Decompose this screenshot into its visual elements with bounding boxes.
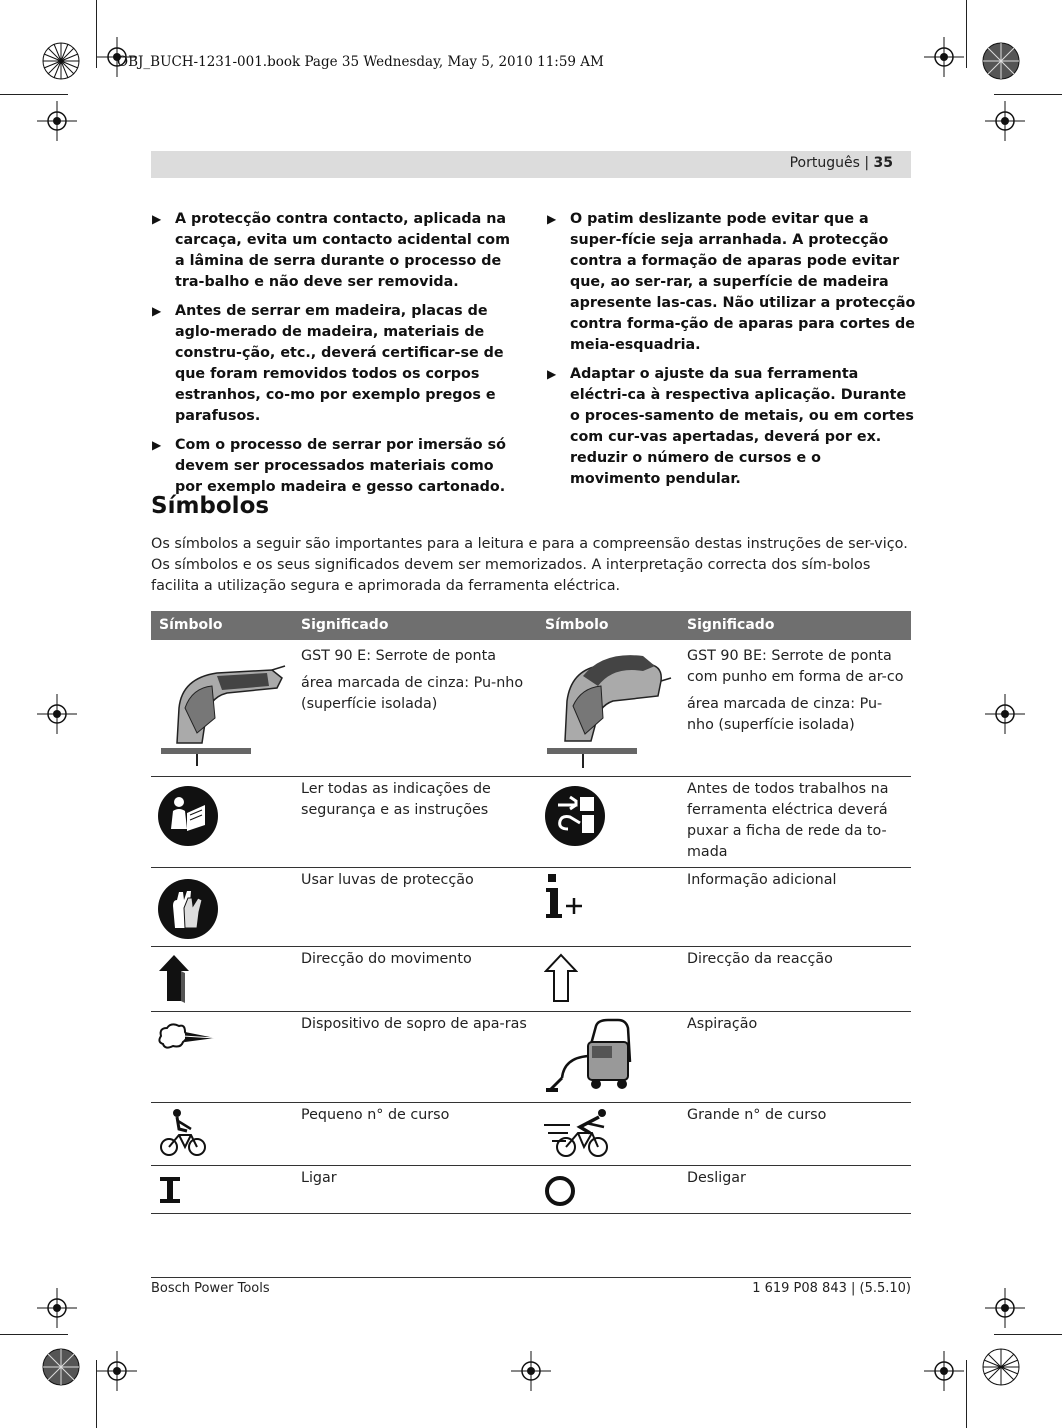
table-row <box>151 640 911 777</box>
meaning-text: Direcção da reacção <box>687 951 833 967</box>
registration-mark-icon <box>37 1288 77 1328</box>
bullet-item: ▶ Antes de serrar em madeira, placas de aglo-merado de madeira, materiais de constru-ção, etc., deverá certificar-se de que foram removidos todos os corpos estranhos, co-mo por exemplo pregos e parafusos. <box>152 303 504 424</box>
header-symbol-1: Símbolo <box>159 617 223 633</box>
meaning-text: Dispositivo de sopro de apa-ras <box>301 1016 527 1032</box>
header-text <box>790 155 893 171</box>
header-separator: | <box>864 155 870 171</box>
jigsaw-gst90be-icon <box>543 646 673 770</box>
table-row <box>151 1103 911 1166</box>
header-symbol-2: Símbolo <box>545 617 609 633</box>
section-title: Símbolos <box>151 493 270 519</box>
read-manual-icon <box>157 785 219 847</box>
table-row <box>151 1166 911 1214</box>
bullet-item: ▶ A protecção contra contacto, aplicada na carcaça, evita um contacto acidental com a lâmina de serra durante o processo de tra-balho e não deve ser removida. <box>152 211 511 290</box>
bullet-triangle-icon: ▶ <box>547 212 557 226</box>
vacuum-icon <box>544 1018 634 1094</box>
color-bar-starburst-icon <box>981 41 1021 81</box>
meaning-text: Informação adicional <box>687 872 837 888</box>
bullet-item: ▶ O patim deslizante pode evitar que a super-fície seja arranhada. A protecção contra a formação de aparas pode evitar que, ao ser-rar, a superfície de madeira apresente las-cas. Não utilizar a protecção contra forma-ção de aparas para cortes de meia-esquadria. <box>547 211 916 353</box>
header-meaning-2: Significado <box>687 617 775 633</box>
bullet-triangle-icon: ▶ <box>152 212 162 226</box>
jigsaw-gst90e-icon <box>157 648 287 768</box>
meaning-text: Direcção do movimento <box>301 951 472 967</box>
table-row <box>151 947 911 1012</box>
bullet-list-left <box>151 209 521 506</box>
registration-mark-icon <box>924 37 964 77</box>
slow-cyclist-icon <box>157 1107 209 1159</box>
meaning-text: Desligar <box>687 1170 746 1186</box>
table-row <box>151 1012 911 1103</box>
bullet-list-right <box>546 209 916 498</box>
bullet-triangle-icon: ▶ <box>152 438 162 452</box>
unplug-icon <box>544 785 606 847</box>
meaning-text: Ligar <box>301 1170 337 1186</box>
symbols-table <box>151 611 911 1214</box>
registration-mark-icon <box>37 694 77 734</box>
power-on-icon <box>159 1176 181 1204</box>
meaning-text: Aspiração <box>687 1016 758 1032</box>
meaning-text: GST 90 BE: Serrote de ponta com punho em forma de ar-co área marcada de cinza: Pu-nho (superfície isolada) <box>687 648 904 733</box>
registration-mark-icon <box>37 101 77 141</box>
section-intro: Os símbolos a seguir são importantes para a leitura e para a compreensão destas instruções de ser-viço. Os símbolos e os seus significados devem ser memorizados. A interpretação correcta dos sím-bolos facilita a utilização segura e aprimorada da ferramenta eléctrica. <box>151 536 908 594</box>
info-plus-icon <box>544 872 588 922</box>
header-language: Português <box>789 155 860 171</box>
registration-mark-icon <box>924 1351 964 1391</box>
header-meaning-1: Significado <box>301 617 389 633</box>
meaning-text: Ler todas as indicações de segurança e as instruções <box>301 781 491 818</box>
footer-divider <box>151 1277 911 1278</box>
color-bar-starburst-icon <box>41 1347 81 1387</box>
blower-icon <box>157 1020 217 1056</box>
gloves-icon <box>157 878 219 940</box>
table-row <box>151 868 911 947</box>
registration-mark-icon <box>985 694 1025 734</box>
page-header <box>151 151 911 178</box>
meaning-text: Grande n° de curso <box>687 1107 827 1123</box>
meaning-text: Usar luvas de protecção <box>301 872 474 888</box>
table-header <box>151 611 911 640</box>
bullet-item: ▶ Adaptar o ajuste da sua ferramenta eléctri-ca à respectiva aplicação. Durante o proces-samento de metais, ou em cortes com cur-vas apertadas, deverá por ex. reduzir o número de cursos e o movimento pendular. <box>547 366 914 487</box>
footer-doc-code: 1 619 P08 843 | (5.5.10) <box>752 1281 911 1296</box>
registration-mark-icon <box>511 1351 551 1391</box>
page-number: 35 <box>873 155 893 171</box>
meaning-text: Pequeno n° de curso <box>301 1107 450 1123</box>
footer-brand: Bosch Power Tools <box>151 1281 270 1296</box>
color-bar-starburst-icon <box>41 41 81 81</box>
reaction-arrow-icon <box>544 953 578 1003</box>
bullet-item: ▶ Com o processo de serrar por imersão só devem ser processados materiais como por exemplo madeira e gesso cartonado. <box>152 437 506 495</box>
bullet-triangle-icon: ▶ <box>152 304 162 318</box>
meaning-text: GST 90 E: Serrote de ponta área marcada de cinza: Pu-nho (superfície isolada) <box>301 648 524 712</box>
meaning-text: Antes de todos trabalhos na ferramenta eléctrica deverá puxar a ficha de rede da to-mada <box>687 781 889 860</box>
table-row <box>151 777 911 868</box>
color-bar-starburst-icon <box>981 1347 1021 1387</box>
movement-arrow-icon <box>157 953 191 1003</box>
power-off-icon <box>544 1175 576 1207</box>
registration-mark-icon <box>985 1288 1025 1328</box>
registration-mark-icon <box>97 1351 137 1391</box>
bullet-triangle-icon: ▶ <box>547 367 557 381</box>
print-slug: OBJ_BUCH-1231-001.book Page 35 Wednesday, May 5, 2010 11:59 AM <box>117 54 604 70</box>
registration-mark-icon <box>985 101 1025 141</box>
fast-cyclist-icon <box>544 1107 616 1159</box>
